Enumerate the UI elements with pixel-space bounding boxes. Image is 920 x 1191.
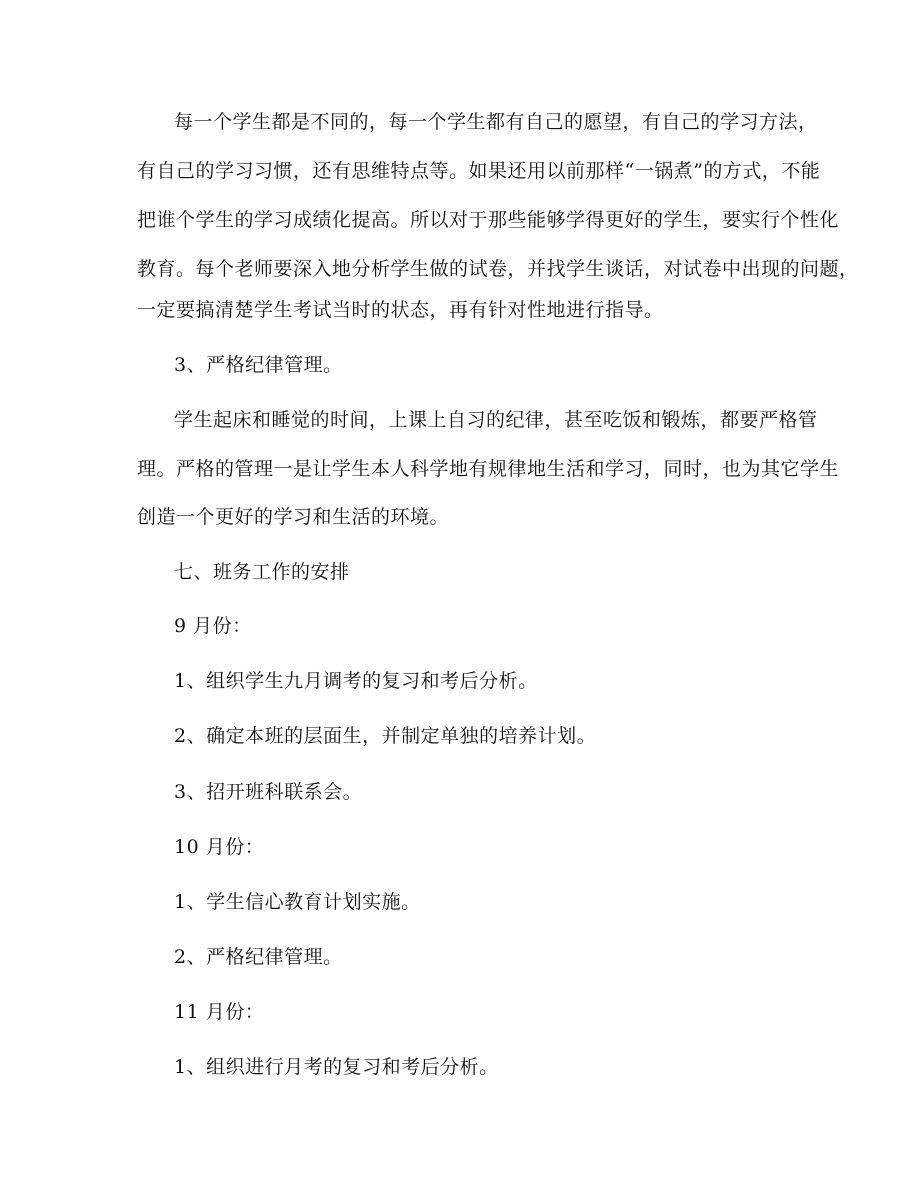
month-heading-sep: 9 月份： xyxy=(174,615,252,637)
list-item: 1、组织学生九月调考的复习和考后分析。 xyxy=(174,670,538,692)
list-item: 1、学生信心教育计划实施。 xyxy=(174,891,421,913)
list-item: 3、招开班科联系会。 xyxy=(174,781,363,803)
paragraph-line: 有自己的学习习惯，还有思维特点等。如果还用以前那样“一锅煮”的方式，不能 xyxy=(137,160,821,182)
paragraph-line: 学生起床和睡觉的时间，上课上自习的纪律，甚至吃饭和锻炼，都要严格管 xyxy=(174,409,818,431)
month-heading-nov: 11 月份： xyxy=(174,1001,265,1023)
paragraph-line: 把谁个学生的学习成绩化提高。所以对于那些能够学得更好的学生，要实行个性化 xyxy=(137,209,840,231)
discipline-heading: 3、严格纪律管理。 xyxy=(174,354,343,376)
section-title: 七、班务工作的安排 xyxy=(174,561,350,583)
list-item: 1、组织进行月考的复习和考后分析。 xyxy=(174,1056,499,1078)
paragraph-line: 教育。每个老师要深入地分析学生做的试卷，并找学生谈话，对试卷中出现的问题， xyxy=(137,258,859,280)
paragraph-line: 创造一个更好的学习和生活的环境。 xyxy=(137,506,450,528)
month-heading-oct: 10 月份： xyxy=(174,836,265,858)
list-item: 2、严格纪律管理。 xyxy=(174,946,343,968)
paragraph-line: 一定要搞清楚学生考试当时的状态，再有针对性地进行指导。 xyxy=(137,299,664,321)
paragraph-line: 理。严格的管理一是让学生本人科学地有规律地生活和学习，同时，也为其它学生 xyxy=(137,458,840,480)
paragraph-line: 每一个学生都是不同的，每一个学生都有自己的愿望，有自己的学习方法， xyxy=(174,111,818,133)
list-item: 2、确定本班的层面生，并制定单独的培养计划。 xyxy=(174,725,597,747)
